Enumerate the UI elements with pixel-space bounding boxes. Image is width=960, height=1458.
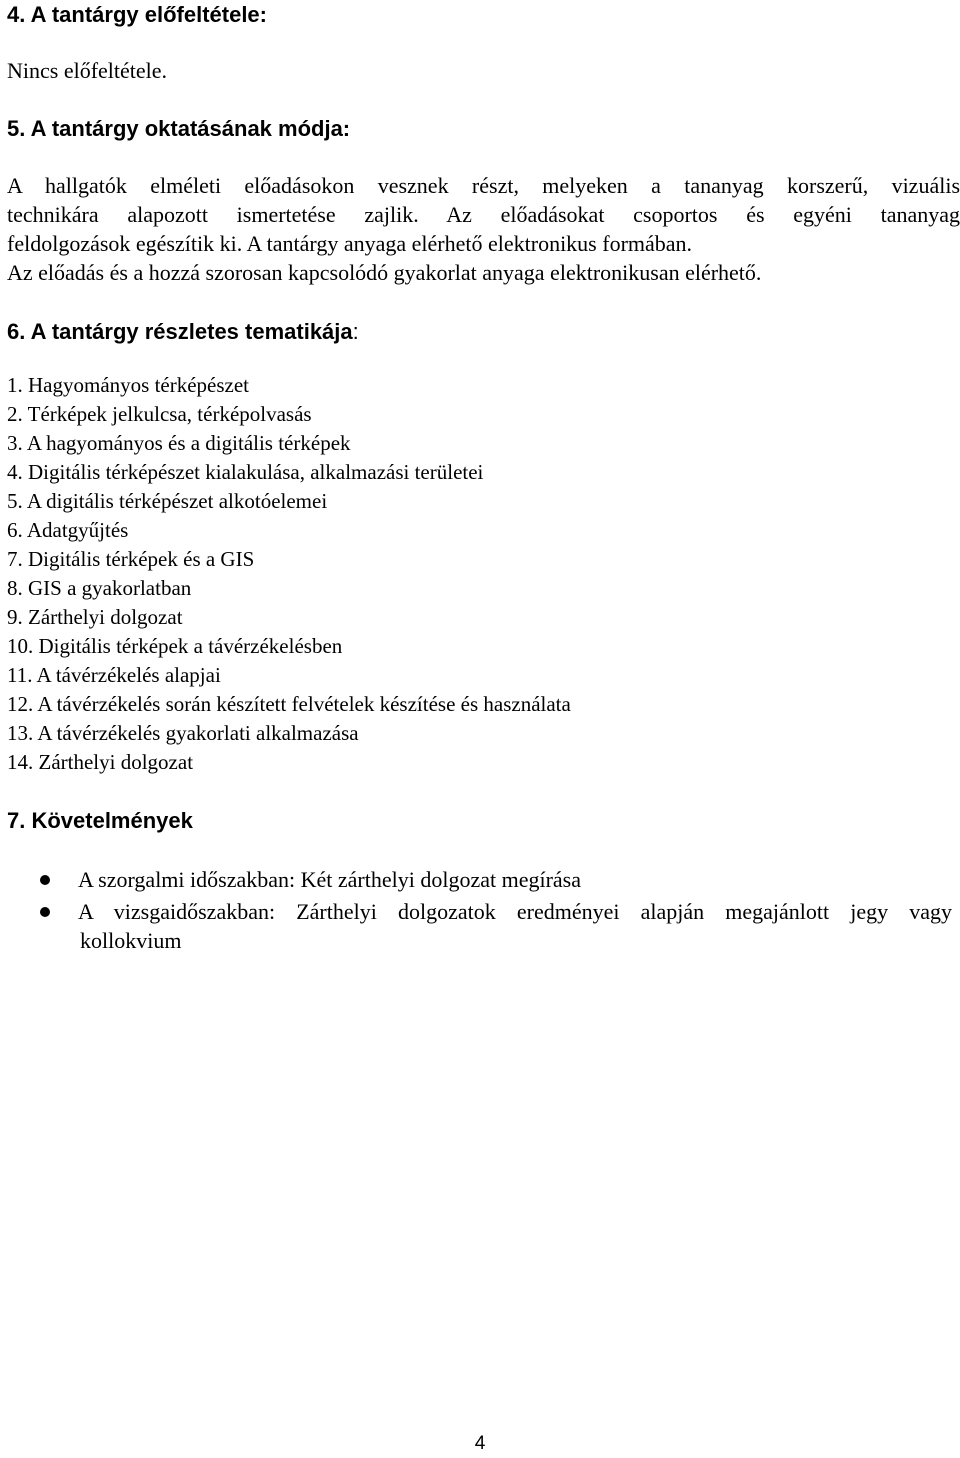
list-item: 12. A távérzékelés során készített felvételek készítése és használata <box>7 692 571 716</box>
page-number: 4 <box>474 1433 486 1454</box>
section-5-heading: 5. A tantárgy oktatásának módja: <box>7 116 351 141</box>
section-5-line-1: A hallgatók elméleti előadásokon vesznek részt, melyeken a tananyag korszerű, vizuális <box>7 173 960 198</box>
list-item: 2. Térképek jelkulcsa, térképolvasás <box>7 402 312 426</box>
requirement-text-2-line-2: kollokvium <box>80 928 182 953</box>
requirements-list <box>0 865 960 955</box>
list-item: 11. A távérzékelés alapjai <box>7 663 221 687</box>
bullet-icon <box>40 875 50 885</box>
section-5-line-3: feldolgozások egészítik ki. A tantárgy anyaga elérhető elektronikus formában. <box>7 231 693 256</box>
list-item: 10. Digitális térképek a távérzékelésben <box>7 634 343 658</box>
list-item: 6. Adatgyűjtés <box>7 518 129 542</box>
list-item: 13. A távérzékelés gyakorlati alkalmazása <box>7 721 359 745</box>
requirement-item-2 <box>0 897 960 955</box>
list-item: 3. A hagyományos és a digitális térképek <box>7 431 351 455</box>
requirement-text-1: A szorgalmi időszakban: Két zárthelyi dolgozat megírása <box>78 867 581 892</box>
section-7-heading: 7. Követelmények <box>7 808 193 833</box>
section-6-heading <box>7 319 359 345</box>
list-item: 14. Zárthelyi dolgozat <box>7 750 194 774</box>
section-6-heading-colon: : <box>352 319 359 344</box>
section-6-heading-text: 6. A tantárgy részletes tematikája <box>7 319 353 344</box>
list-item: 7. Digitális térképek és a GIS <box>7 547 255 571</box>
requirement-text-2-line-1: A vizsgaidőszakban: Zárthelyi dolgozatok eredményei alapján megajánlott jegy vagy <box>78 899 952 924</box>
bullet-icon <box>40 907 50 917</box>
list-item: 8. GIS a gyakorlatban <box>7 576 192 600</box>
list-item: 1. Hagyományos térképészet <box>7 373 250 397</box>
requirement-item-1 <box>0 865 960 897</box>
list-item: 4. Digitális térképészet kialakulása, alkalmazási területei <box>7 460 484 484</box>
section-4-text: Nincs előfeltétele. <box>7 58 168 83</box>
section-5-paragraph-1 <box>7 171 960 229</box>
topic-list <box>7 371 571 777</box>
section-4-heading: 4. A tantárgy előfeltétele: <box>7 2 267 27</box>
section-5-line-2: technikára alapozott ismertetése zajlik. Az előadásokat csoportos és egyéni tananyag <box>7 202 960 227</box>
list-item: 9. Zárthelyi dolgozat <box>7 605 183 629</box>
section-5-line-4: Az előadás és a hozzá szorosan kapcsolódó gyakorlat anyaga elektronikusan elérhető. <box>7 260 762 285</box>
list-item: 5. A digitális térképészet alkotóelemei <box>7 489 328 513</box>
